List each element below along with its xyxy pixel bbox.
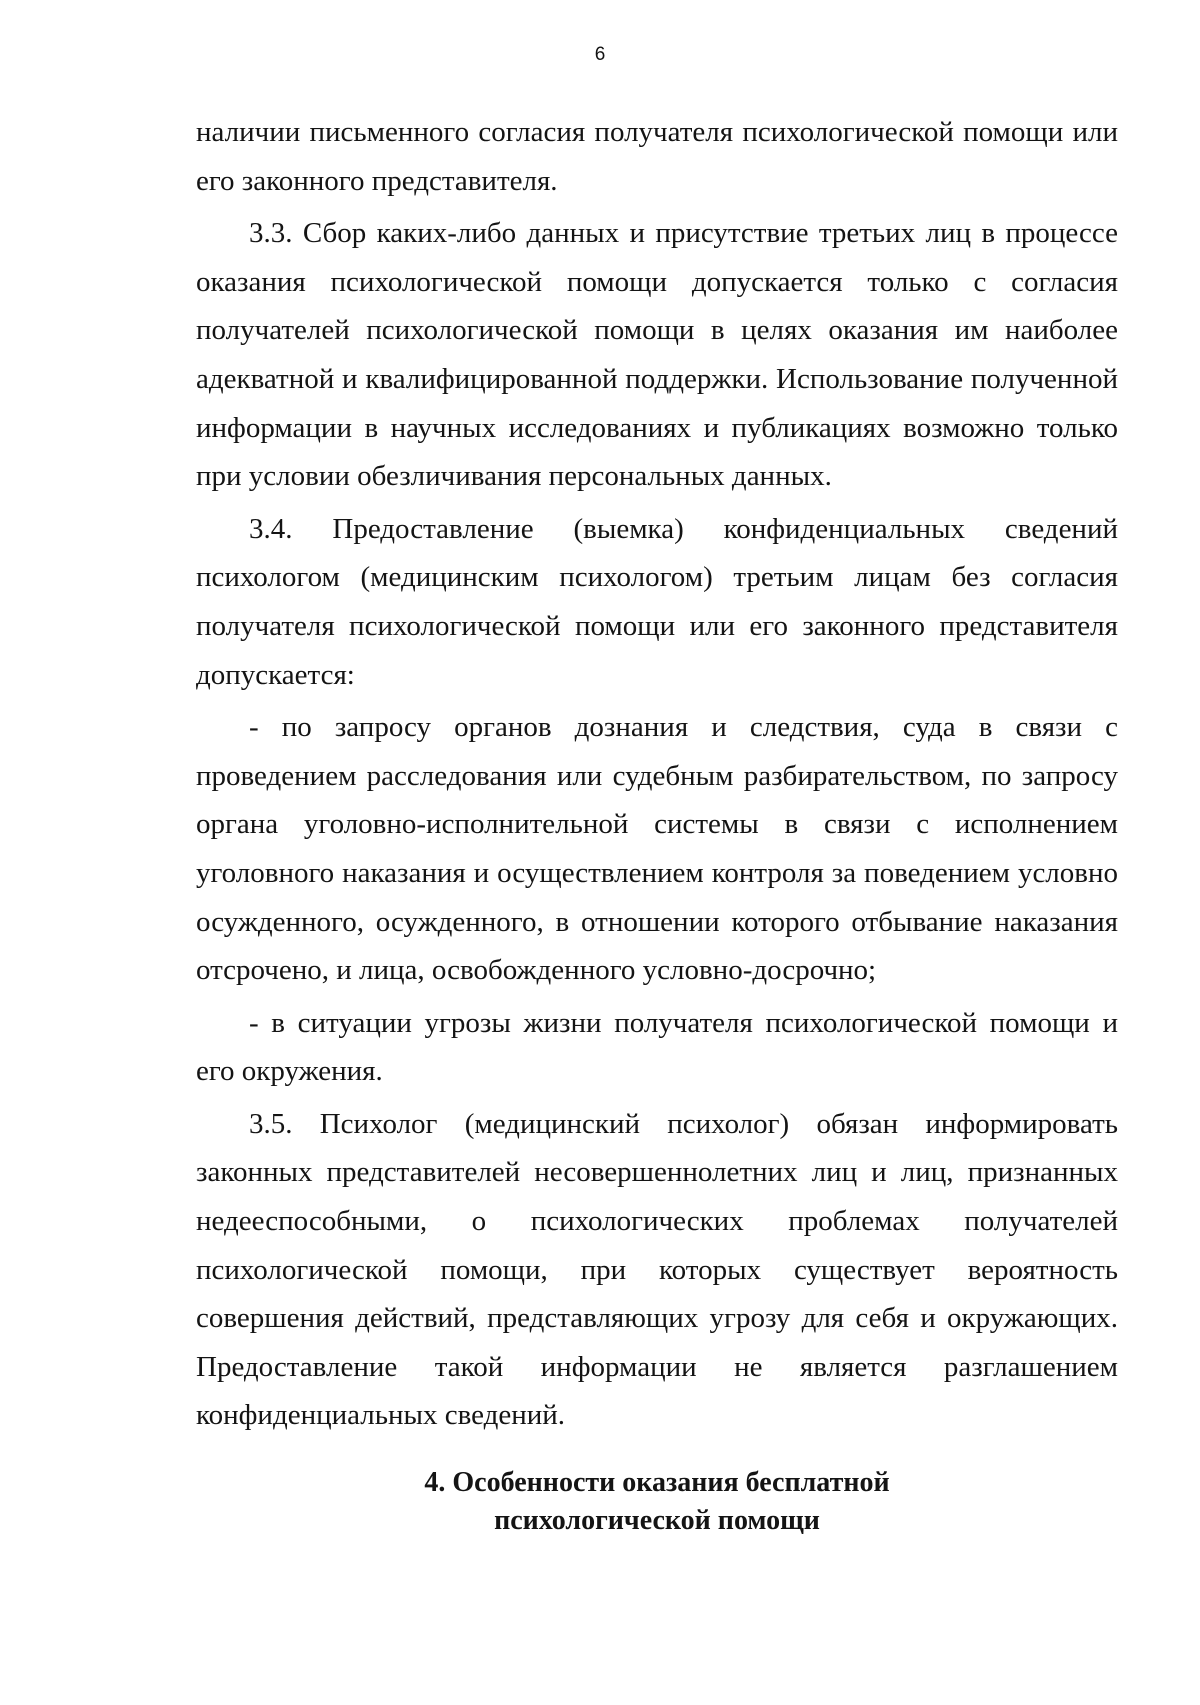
paragraph-continuation: наличии письменного согласия получателя психологической помощи или его законного представителя. bbox=[196, 116, 1118, 197]
document-body bbox=[196, 108, 1118, 1440]
page-number: 6 bbox=[594, 44, 606, 65]
paragraph-3-3: 3.3. Сбор каких-либо данных и присутствие третьих лиц в процессе оказания психологической помощи допускается только с согласия получателей психологической помощи в целях оказания им наиболее адекватной и квалифицированной поддержки. Использование полученной информации в научных исследованиях и публикациях возможно только при условии обезличивания персональных данных. bbox=[196, 217, 1118, 493]
list-item-life-threat: - в ситуации угрозы жизни получателя психологической помощи и его окружения. bbox=[196, 1006, 1118, 1088]
section-heading-line-1: 4. Особенности оказания бесплатной bbox=[424, 1467, 890, 1498]
section-heading-line-2: психологической помощи bbox=[494, 1505, 820, 1536]
paragraph-3-5: 3.5. Психолог (медицинский психолог) обязан информировать законных представителей несовершеннолетних лиц и лиц, признанных недееспособными, о психологических проблемах получателей психологической помощи, при которых существует вероятность совершения действий, представляющих угрозу для себя и окружающих. Предоставление такой информации не является разглашением конфиденциальных сведений. bbox=[196, 1107, 1118, 1432]
list-item-investigation: - по запросу органов дознания и следствия, суда в связи с проведением расследования или судебным разбирательством, по запросу органа уголовно-исполнительной системы в связи с исполнением уголовного наказания и осуществлением контроля за поведением условно осужденного, осужденного, в отношении которого отбывание наказания отсрочено, и лица, освобожденного условно-досрочно; bbox=[196, 711, 1118, 987]
section-heading bbox=[196, 1464, 1118, 1540]
paragraph-3-4: 3.4. Предоставление (выемка) конфиденциальных сведений психологом (медицинским психологом) третьим лицам без согласия получателя психологической помощи или его законного представителя допускается: bbox=[196, 512, 1118, 691]
